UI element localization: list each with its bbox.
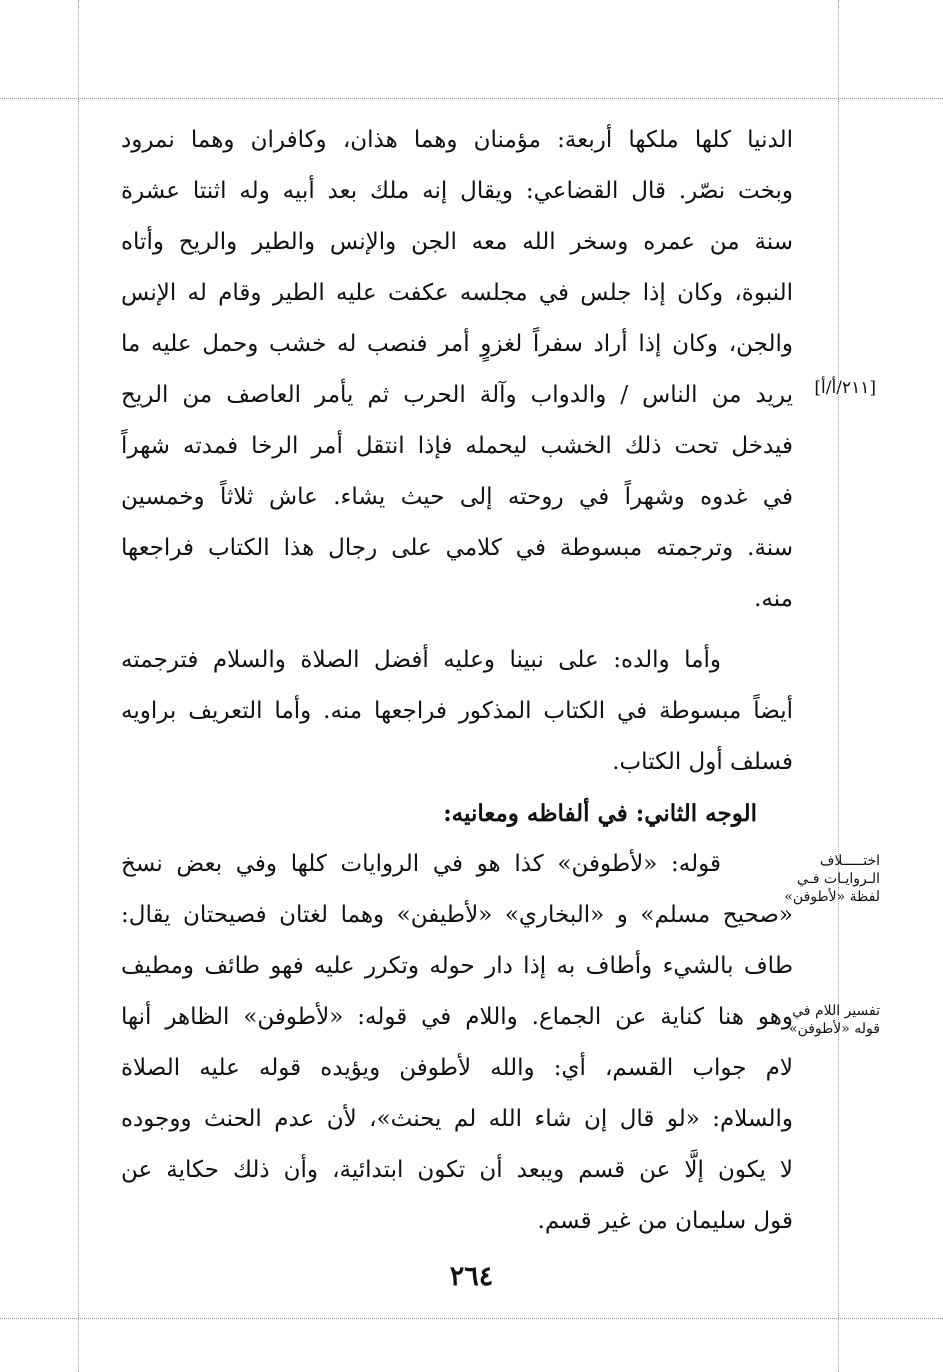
guide-line-top <box>0 98 943 99</box>
text-line: «صحيح مسلم» و «البخاري» «لأطيفن» وهما لغتان فصيحتان يقال: <box>121 902 793 928</box>
text-line: لام جواب القسم، أي: والله لأطوفن ويؤيده قوله عليه الصلاة <box>121 1055 793 1081</box>
text-line: قول سليمان من غير قسم. <box>537 1208 793 1234</box>
text-line: وبخت نصّر. قال القضاعي: ويقال إنه ملك بعد أبيه وله اثنتا عشرة <box>121 178 793 204</box>
text-line: والجن، وكان إذا أراد سفراً لغزوٍ أمر فنصب له خشب وحمل عليه ما <box>121 331 793 357</box>
text-line: وهو هنا كناية عن الجماع. واللام في قوله: «لأطوفن» الظاهر أنها <box>121 1004 793 1030</box>
text-line: الدنيا كلها ملكها أربعة: مؤمنان وهما هذان، وكافران وهما نمرود <box>121 127 793 153</box>
text-line: في غدوه وشهراً في روحته إلى حيث يشاء. عاش ثلاثاً وخمسين <box>121 484 793 510</box>
margin-note-lam-meaning <box>789 1002 880 1038</box>
margin-note-line: قوله «لأطوفن» <box>789 1021 880 1037</box>
margin-note-line: اختـــــلاف <box>819 853 880 869</box>
paragraph-2 <box>121 635 793 788</box>
paragraph-1 <box>121 115 793 625</box>
text-line: يريد من الناس / والدواب وآلة الحرب ثم يأمر العاصف من الريح <box>121 382 793 408</box>
text-line: النبوة، وكان إذا جلس في مجلسه عكفت عليه الطير وقام له الإنس <box>121 280 793 306</box>
text-line: قوله: «لأطوفن» كذا هو في الروايات كلها وفي بعض نسخ <box>121 851 721 877</box>
text-line: لا يكون إلَّا عن قسم ويبعد أن تكون ابتدائية، وأن ذلك حكاية عن <box>121 1157 793 1183</box>
text-line: سنة. وترجمته مبسوطة في كلامي على رجال هذا الكتاب فراجعها <box>121 535 793 561</box>
margin-note-variant-readings <box>784 852 880 906</box>
section-heading: الوجه الثاني: في ألفاظه ومعانيه: <box>443 800 757 827</box>
text-line: أيضاً مبسوطة في الكتاب المذكور فراجعها منه. وأما التعريف براويه <box>121 698 793 724</box>
paragraph-3 <box>121 839 793 1247</box>
text-line: سنة من عمره وسخر الله معه الجن والإنس والطير والريح وأتاه <box>121 229 793 255</box>
text-line: فسلف أول الكتاب. <box>612 749 793 775</box>
text-line: والسلام: «لو قال إن شاء الله لم يحنث»، لأن عدم الحنث ووجوده <box>121 1106 793 1132</box>
text-line: فيدخل تحت ذلك الخشب ليحمله فإذا انتقل أمر الرخا فمدته شهراً <box>121 433 793 459</box>
manuscript-folio-marker: [٢١١/أ/أ] <box>814 378 876 398</box>
guide-line-left <box>78 0 79 1372</box>
text-line: طاف بالشيء وأطاف به إذا دار حوله وتكرر عليه فهو طائف ومطيف <box>121 953 793 979</box>
text-line: وأما والده: على نبينا وعليه أفضل الصلاة والسلام فترجمته <box>121 647 721 673</box>
margin-note-line: تفسير اللام في <box>792 1003 880 1019</box>
main-text <box>121 115 793 1247</box>
margin-note-line: الـروايـات فـي <box>797 871 880 887</box>
guide-line-bottom <box>0 1318 943 1319</box>
guide-line-right <box>838 0 839 1372</box>
margin-note-line: لفظة «لأطوفن» <box>784 889 880 905</box>
text-line: منه. <box>754 586 793 612</box>
page-number: ٢٦٤ <box>449 1261 494 1292</box>
